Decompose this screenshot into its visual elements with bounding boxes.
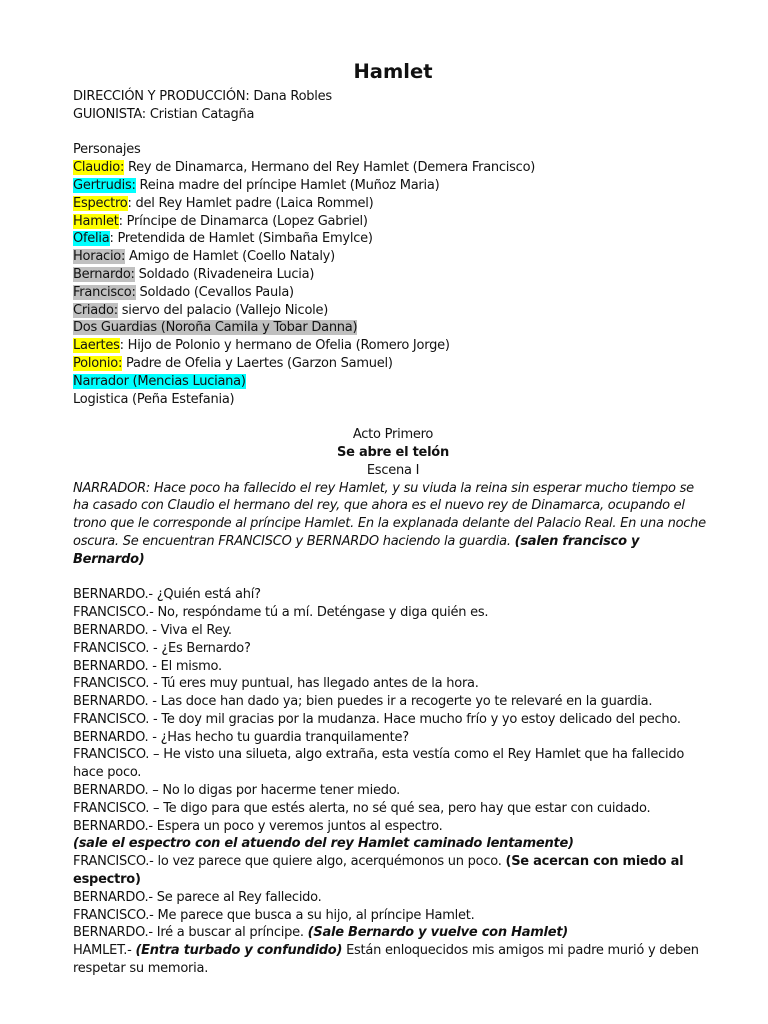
cast-description: Padre de Ofelia y Laertes (Garzon Samuel): [122, 355, 393, 371]
direction-credit: DIRECCIÓN Y PRODUCCIÓN: Dana Robles: [73, 89, 332, 104]
cast-name: Gertrudis:: [73, 177, 136, 193]
cast-member: [73, 230, 713, 248]
cast-name: Espectro: [73, 195, 128, 211]
cast-list: [73, 159, 713, 408]
cast-description: : Pretendida de Hamlet (Simbaña Emylce): [109, 231, 373, 247]
cast-name: Claudio:: [73, 160, 125, 176]
dialogue-line: [73, 675, 713, 693]
cast-description: Reina madre del príncipe Hamlet (Muñoz Maria): [135, 177, 440, 193]
cast-name: Narrador (Mencias Luciana): [73, 373, 246, 389]
cast-name: Dos Guardias (Noroña Camila y Tobar Danna): [73, 320, 358, 336]
dialogue-text: BERNARDO.- Iré a buscar al príncipe.: [73, 925, 308, 941]
dialogue-line: [73, 889, 713, 907]
dialogue-text: BERNARDO. - ¿Has hecho tu guardia tranquilamente?: [73, 729, 409, 745]
cast-description: siervo del palacio (Vallejo Nicole): [117, 302, 329, 318]
dialogue-list: [73, 586, 713, 978]
dialogue-line: [73, 835, 713, 853]
cast-heading: Personajes: [73, 142, 141, 158]
cast-description: Soldado (Rivadeneira Lucia): [134, 266, 315, 282]
stage-direction: (Sale Bernardo y vuelve con Hamlet): [307, 925, 568, 941]
cast-member: [73, 266, 713, 284]
cast-description: Soldado (Cevallos Paula): [135, 284, 294, 300]
cast-name: Laertes: [73, 338, 120, 354]
dialogue-text: BERNARDO. - Las doce han dado ya; bien puedes ir a recogerte yo te relevaré en la guardia.: [73, 694, 653, 710]
dialogue-text: FRANCISCO. - Te doy mil gracias por la mudanza. Hace mucho frío y yo estoy delicado del pecho.: [73, 711, 681, 727]
cast-description: Amigo de Hamlet (Coello Nataly): [125, 249, 335, 265]
dialogue-line: [73, 658, 713, 676]
spacer: [73, 569, 713, 587]
dialogue-text: FRANCISCO.- No, respóndame tú a mí. Deténgase y diga quién es.: [73, 605, 489, 621]
cast-description: : Hijo de Polonio y hermano de Ofelia (Romero Jorge): [119, 338, 450, 354]
cast-name: Horacio:: [73, 249, 126, 265]
dialogue-line: [73, 853, 713, 889]
writer-credit: GUIONISTA: Cristian Catagña: [73, 106, 255, 122]
dialogue-text: BERNARDO. - El mismo.: [73, 658, 222, 674]
dialogue-text: FRANCISCO.- Me parece que busca a su hijo, al príncipe Hamlet.: [73, 907, 475, 923]
dialogue-line: [73, 729, 713, 747]
cast-member: [73, 248, 713, 266]
dialogue-line: [73, 782, 713, 800]
dialogue-line: [73, 693, 713, 711]
cast-description: : del Rey Hamlet padre (Laica Rommel): [127, 195, 374, 211]
dialogue-line: [73, 907, 713, 925]
spacer: [73, 408, 713, 426]
dialogue-text: Están enloquecidos mis amigos mi padre murió y deben respetar su memoria.: [73, 943, 699, 977]
cast-description: Logistica (Peña Estefania): [73, 391, 235, 407]
dialogue-line: [73, 818, 713, 836]
dialogue-line: [73, 942, 713, 978]
dialogue-text: BERNARDO.- Se parece al Rey fallecido.: [73, 889, 322, 905]
act-heading: Acto Primero: [352, 427, 434, 443]
dialogue-line: [73, 800, 713, 818]
curtain-heading: Se abre el telón: [336, 444, 449, 460]
cast-member: [73, 302, 713, 320]
cast-description: : Príncipe de Dinamarca (Lopez Gabriel): [118, 213, 368, 229]
dialogue-line: [73, 924, 713, 942]
stage-direction: (sale el espectro con el atuendo del rey Hamlet caminado lentamente): [73, 836, 574, 852]
cast-description: Rey de Dinamarca, Hermano del Rey Hamlet (Demera Francisco): [124, 160, 536, 176]
cast-member: [73, 159, 713, 177]
document-title: Hamlet: [353, 60, 433, 83]
dialogue-text: FRANCISCO. - ¿Es Bernardo?: [73, 640, 251, 656]
scene-heading: Escena I: [366, 462, 420, 478]
cast-name: Criado:: [73, 302, 118, 318]
cast-member: [73, 195, 713, 213]
dialogue-text: FRANCISCO. – Te digo para que estés alerta, no sé qué sea, pero hay que estar con cuidado.: [73, 800, 651, 816]
cast-name: Polonio:: [73, 355, 123, 371]
cast-name: Ofelia: [73, 231, 110, 247]
dialogue-text: FRANCISCO.- lo vez parece que quiere algo, acerquémonos un poco.: [73, 854, 506, 870]
cast-member: [73, 373, 713, 391]
dialogue-text: BERNARDO.- ¿Quién está ahí?: [73, 587, 261, 603]
dialogue-text: FRANCISCO. – He visto una silueta, algo extraña, esta vestía como el Rey Hamlet que ha fallecido hace poco.: [73, 747, 685, 781]
dialogue-line: [73, 711, 713, 729]
dialogue-text: BERNARDO. – No lo digas por hacerme tener miedo.: [73, 783, 401, 799]
dialogue-text: HAMLET.-: [73, 943, 136, 959]
script-page: [73, 58, 713, 978]
cast-member: [73, 213, 713, 231]
narration-stage-direction: (salen francisco y Bernardo): [73, 533, 640, 567]
cast-member: [73, 337, 713, 355]
dialogue-text: FRANCISCO. - Tú eres muy puntual, has llegado antes de la hora.: [73, 676, 479, 692]
dialogue-text: BERNARDO. - Viva el Rey.: [73, 622, 232, 638]
cast-member: [73, 391, 713, 409]
spacer: [73, 124, 713, 142]
dialogue-line: [73, 746, 713, 782]
narration-paragraph: [73, 480, 713, 569]
dialogue-line: [73, 622, 713, 640]
stage-direction: (Entra turbado y confundido): [135, 943, 343, 959]
cast-name: Francisco:: [73, 284, 136, 300]
narration-text: NARRADOR: Hace poco ha fallecido el rey Hamlet, y su viuda la reina sin esperar mucho tiempo se ha casado con Claudio el hermano del rey, que ahora es el nuevo rey de Dinamarca, ocupando el trono que le corresponde al príncipe Hamlet. En la explanada delante del Palacio Real. En una noche oscura. Se encuentran FRANCISCO y BERNARDO haciendo la guardia.: [73, 480, 706, 549]
dialogue-line: [73, 586, 713, 604]
cast-name: Bernardo:: [73, 266, 135, 282]
cast-member: [73, 319, 713, 337]
cast-member: [73, 284, 713, 302]
dialogue-line: [73, 640, 713, 658]
dialogue-text: BERNARDO.- Espera un poco y veremos juntos al espectro.: [73, 818, 443, 834]
stage-direction: (Se acercan con miedo al espectro): [73, 854, 684, 888]
cast-member: [73, 177, 713, 195]
cast-member: [73, 355, 713, 373]
cast-name: Hamlet: [73, 213, 119, 229]
dialogue-line: [73, 604, 713, 622]
